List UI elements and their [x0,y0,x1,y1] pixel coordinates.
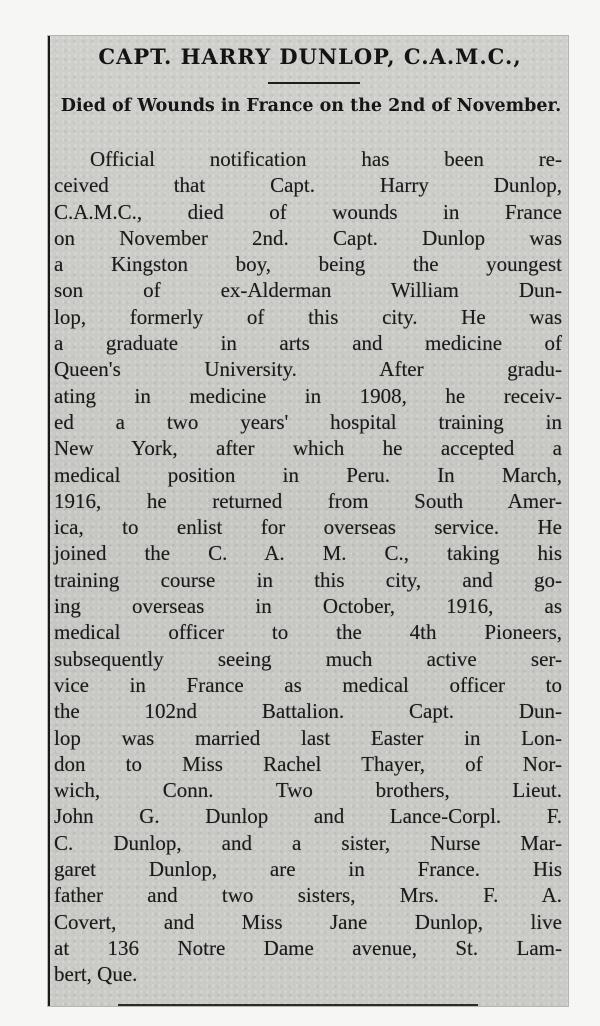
headline: CAPT. HARRY DUNLOP, C.A.M.C., [98,44,522,69]
article-line: medical position in Peru. In March, [54,462,562,487]
article-line: ica, to enlist for overseas service. He [54,515,562,540]
article-line: wich, Conn. Two brothers, Lieut. [54,778,562,803]
article-line: New York, after which he accepted a [54,436,562,461]
article-line: Official notification has been re- [90,147,562,171]
article-line: a graduate in arts and medicine of [54,331,562,356]
article-line: son of ex-Alderman William Dun- [54,278,562,303]
article-line: father and two sisters, Mrs. F. A. [54,883,562,908]
headline-rule [268,82,360,84]
article-line: vice in France as medical officer to [54,672,562,697]
article-line: C. Dunlop, and a sister, Nurse Mar- [54,830,562,855]
article-line: 1916, he returned from South Amer- [54,488,562,513]
article-line: subsequently seeing much active ser- [54,646,562,671]
article-line: C.A.M.C., died of wounds in France [54,199,562,224]
article-line: lop was married last Easter in Lon- [54,725,562,750]
article-line: a Kingston boy, being the youngest [54,252,562,277]
article-line: bert, Que. [54,962,138,987]
article-line: ating in medicine in 1908, he receiv- [54,383,562,408]
article-line: ceived that Capt. Harry Dunlop, [54,173,562,198]
article-line: ing overseas in October, 1916, as [54,594,562,619]
article-line: the 102nd Battalion. Capt. Dun- [54,699,562,724]
article-line: training course in this city, and go- [54,567,562,592]
article-line: lop, formerly of this city. He was [54,304,562,329]
article-line: don to Miss Rachel Thayer, of Nor- [54,751,562,776]
article-line: medical officer to the 4th Pioneers, [54,620,562,645]
article-line: joined the C. A. M. C., taking his [54,541,562,566]
article-line: John G. Dunlop and Lance-Corpl. F. [54,804,562,829]
article-line: at 136 Notre Dame avenue, St. Lam- [54,935,562,960]
article-line: on November 2nd. Capt. Dunlop was [54,225,562,250]
article-line: garet Dunlop, are in France. His [54,857,562,882]
bottom-rule [118,1004,478,1006]
article-line: Queen's University. After gradu- [54,357,562,382]
subheadline: Died of Wounds in France on the 2nd of November. [60,96,562,116]
article-line: ed a two years' hospital training in [54,409,562,434]
article-line: Covert, and Miss Jane Dunlop, live [54,909,562,934]
newspaper-clipping [48,36,568,1006]
article-body [54,146,562,988]
